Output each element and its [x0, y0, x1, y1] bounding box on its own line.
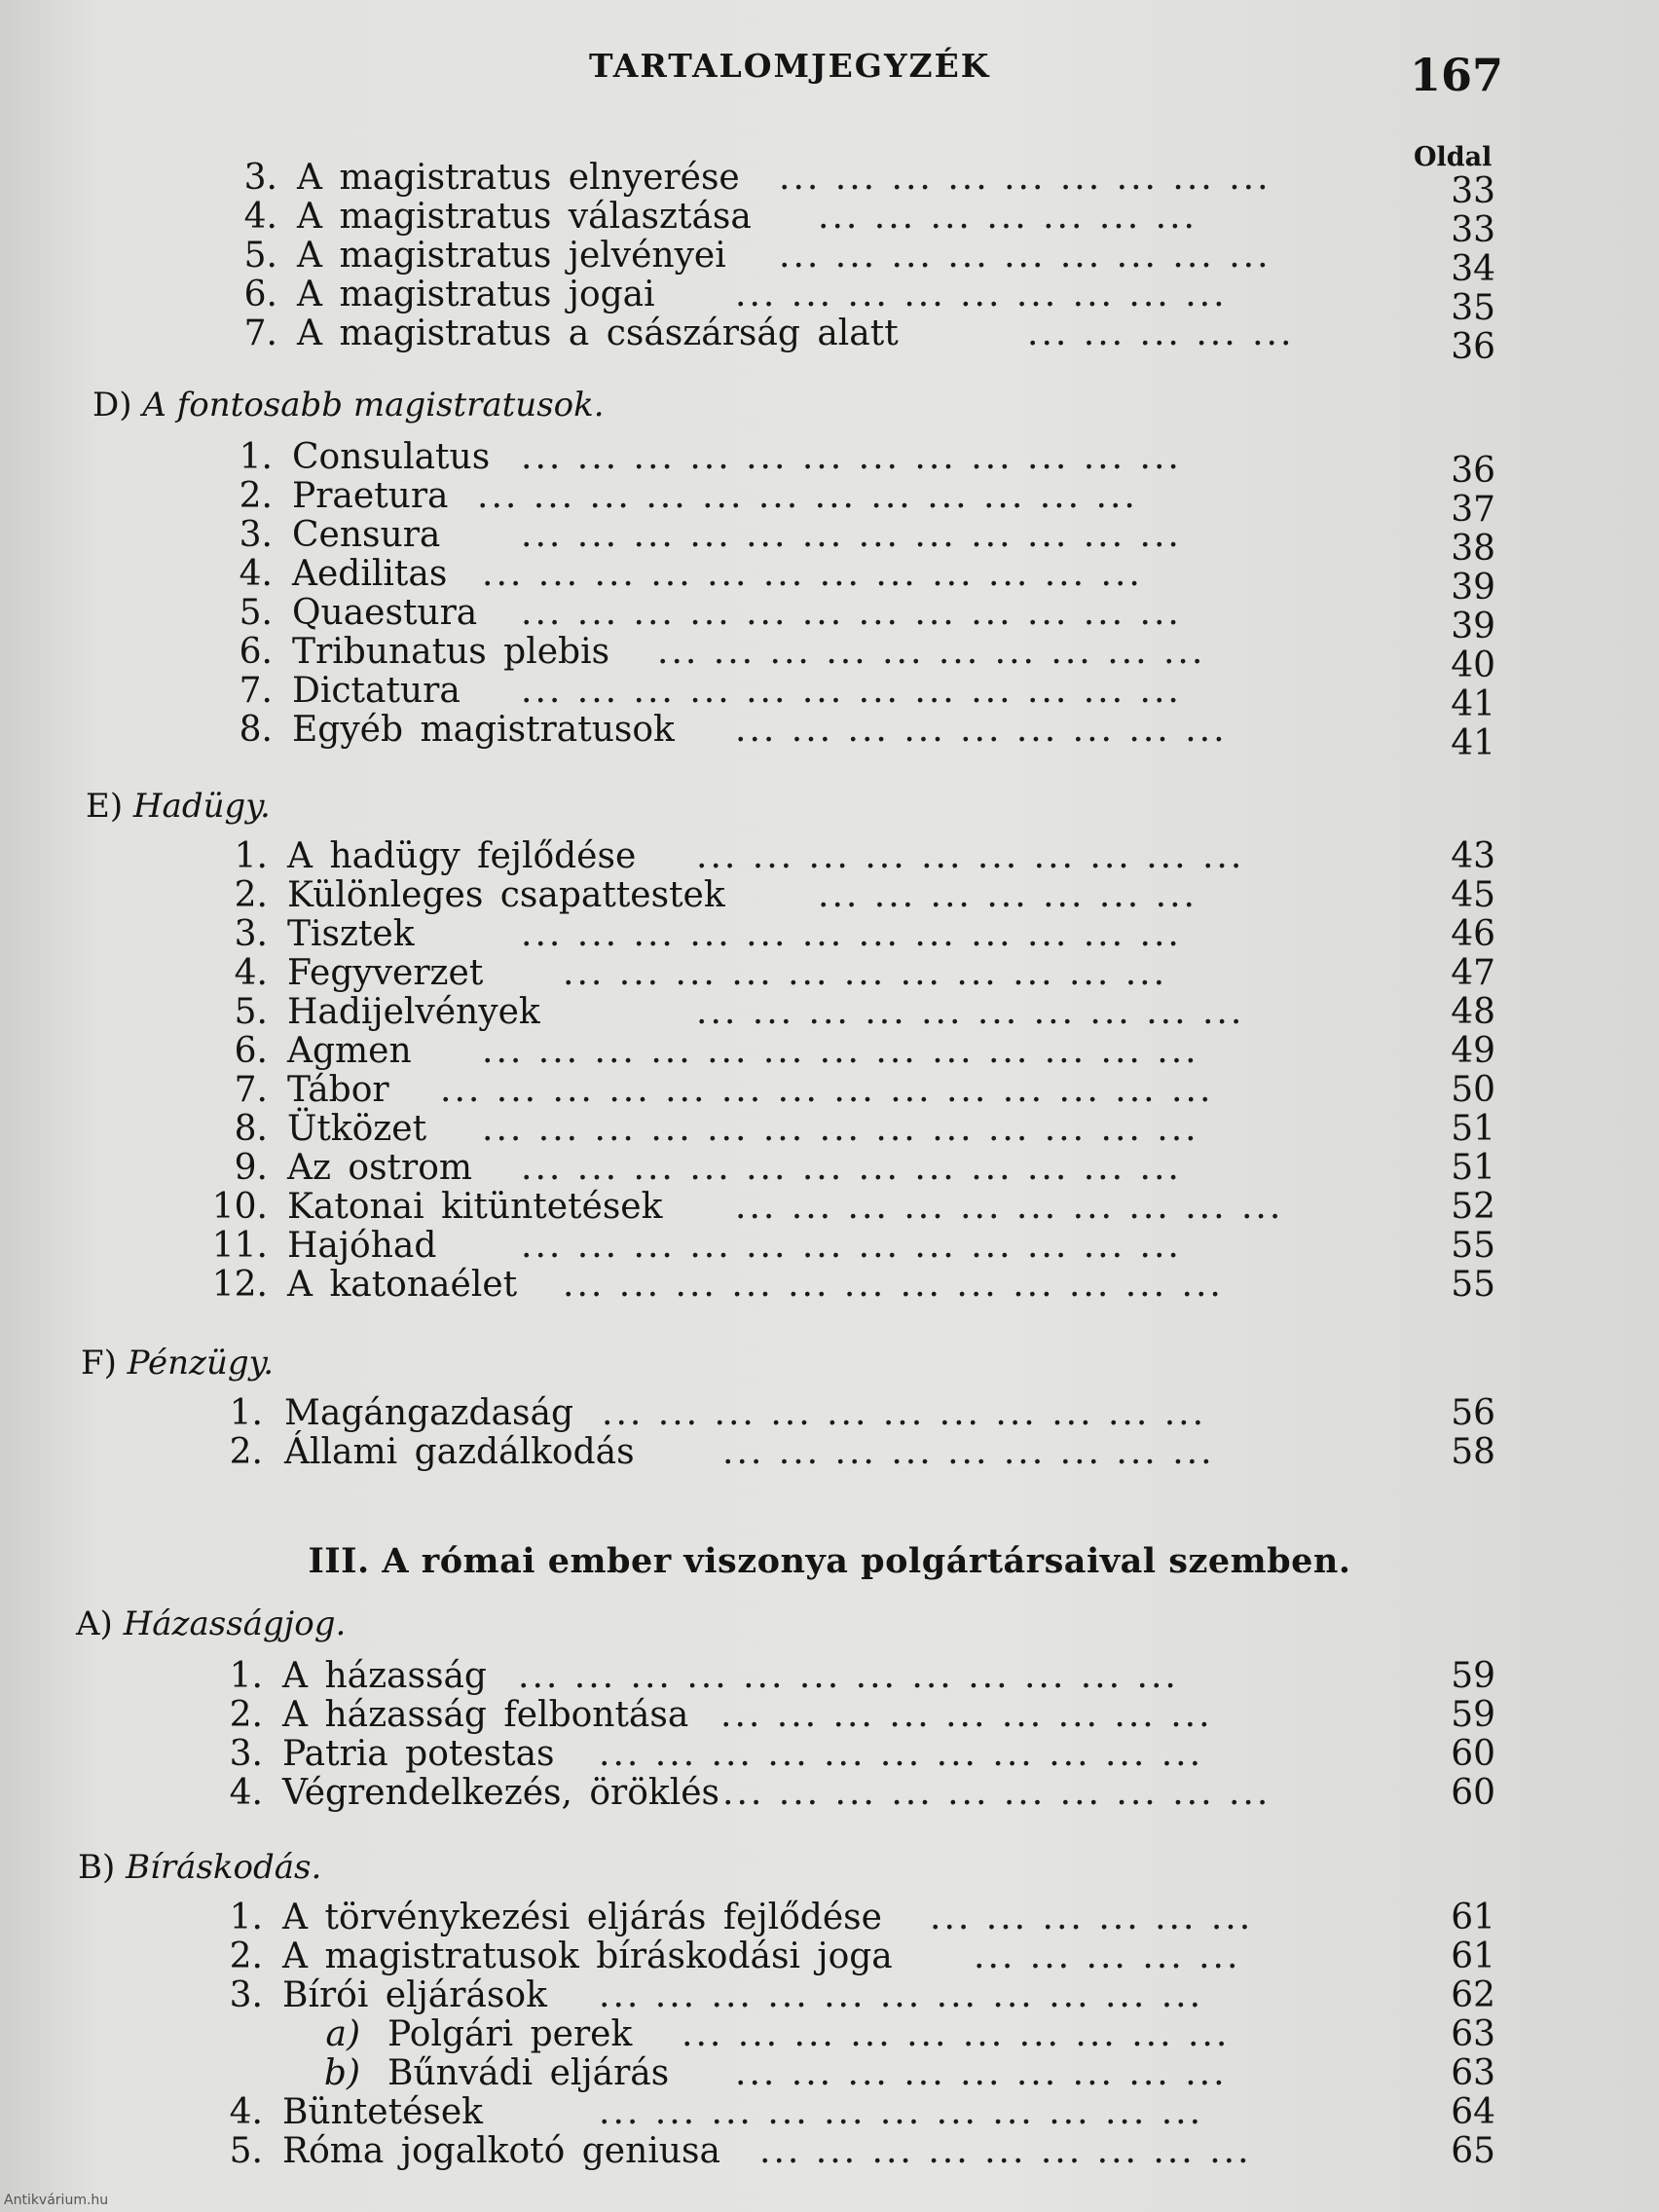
- entry-page: 45: [1451, 875, 1495, 915]
- entry-number: 1.: [239, 437, 273, 477]
- toc-entry: [0, 593, 1659, 646]
- dot-leader: ... ... ... ... ... ... ... ... ... ...: [682, 2015, 1231, 2054]
- dot-leader: ... ... ... ... ... ...: [930, 1899, 1254, 1937]
- entry-page: 51: [1451, 1109, 1495, 1149]
- running-title: TARTALOMJEGYZÉK: [589, 47, 991, 85]
- dot-leader: ... ... ... ... ... ... ... ... ... ... ...: [563, 954, 1168, 993]
- entry-number: 7.: [239, 671, 273, 711]
- dot-leader: ... ... ... ... ... ... ... ... ... ... ... ... ...: [482, 1110, 1199, 1149]
- toc-entry: [0, 437, 1659, 491]
- entry-page: 55: [1451, 1265, 1495, 1305]
- entry-page: 65: [1451, 2131, 1495, 2171]
- entry-page: 33: [1451, 171, 1495, 211]
- entry-title: Tábor: [287, 1070, 389, 1110]
- toc-entry: [0, 1899, 1659, 1937]
- entry-page: 58: [1451, 1432, 1495, 1472]
- entry-number: 4.: [239, 554, 273, 594]
- entry-page: 59: [1451, 1695, 1495, 1735]
- entry-page: 39: [1451, 607, 1495, 646]
- entry-title: A magistratus választása: [297, 197, 752, 237]
- toc-entry: [0, 158, 1659, 211]
- page-number: 167: [1410, 49, 1504, 101]
- entry-title: Katonai kitüntetések: [287, 1187, 663, 1227]
- entry-title: Végrendelkezés, öröklés: [282, 1773, 720, 1813]
- entry-number: 2.: [239, 476, 273, 516]
- toc-entry: [0, 476, 1659, 530]
- entry-number: 8.: [234, 1109, 268, 1149]
- dot-leader: ... ... ... ... ... ... ... ... ... ... ...: [599, 1735, 1204, 1774]
- entry-title: Különleges csapattestek: [287, 875, 725, 915]
- toc-entry: [0, 876, 1659, 915]
- toc-entry: [0, 2093, 1659, 2132]
- toc-entry: [0, 197, 1659, 250]
- entry-title: A házasság felbontása: [282, 1695, 689, 1735]
- entry-page: 34: [1451, 249, 1495, 289]
- entry-number: 3.: [234, 914, 268, 954]
- toc-entry: [0, 1394, 1659, 1433]
- section-letter: F): [81, 1344, 117, 1382]
- toc-entry: [0, 1937, 1659, 1976]
- entry-number: 1.: [229, 1898, 263, 1937]
- dot-leader: ... ... ... ... ... ... ... ... ...: [720, 1696, 1213, 1735]
- dot-leader: ... ... ... ... ... ... ... ... ... ... ... ...: [482, 555, 1143, 594]
- entry-number: 3.: [243, 158, 277, 198]
- entry-number: 2.: [229, 1936, 263, 1976]
- entry-number: 6.: [243, 275, 277, 314]
- section-title: Pénzügy.: [127, 1344, 275, 1382]
- dot-leader: ... ... ... ... ... ... ... ... ... ... ... ... ...: [482, 1032, 1199, 1071]
- dot-leader: ... ... ... ... ... ... ... ... ... ... ... ...: [521, 438, 1182, 477]
- dot-leader: ... ... ... ... ... ... ... ... ...: [779, 237, 1272, 276]
- entry-number: 3.: [229, 1975, 263, 2015]
- entry-page: 55: [1451, 1226, 1495, 1266]
- entry-title: Büntetések: [282, 2092, 483, 2132]
- entry-title: Róma jogalkotó geniusa: [282, 2131, 720, 2171]
- dot-leader: ... ... ... ... ... ... ... ... ...: [759, 2132, 1252, 2171]
- entry-number: 7.: [243, 313, 277, 353]
- entry-title: A magistratus a császárság alatt: [297, 313, 899, 353]
- toc-entry: [0, 710, 1659, 763]
- entry-number: 7.: [234, 1070, 268, 1110]
- entry-title: Dictatura: [292, 671, 461, 711]
- entry-title: Állami gazdálkodás: [284, 1432, 635, 1472]
- entry-title: Censura: [292, 515, 441, 555]
- entry-page: 61: [1451, 1936, 1495, 1976]
- entry-number: 8.: [239, 710, 273, 750]
- dot-leader: ... ... ... ... ... ... ... ... ...: [722, 1433, 1215, 1472]
- dot-leader: ... ... ... ... ... ... ... ... ... ... ... ...: [521, 594, 1182, 633]
- dot-leader: ... ... ... ... ... ... ...: [818, 198, 1198, 237]
- toc-entry: [0, 1976, 1659, 2015]
- toc-entry: [0, 1071, 1659, 1110]
- entry-page: 36: [1451, 451, 1495, 491]
- entry-page: 36: [1451, 327, 1495, 367]
- dot-leader: ... ... ... ... ... ... ... ... ... ... ...: [599, 2093, 1204, 2132]
- toc-entry: [0, 671, 1659, 724]
- entry-number: 1.: [229, 1656, 263, 1696]
- entry-page: 60: [1451, 1773, 1495, 1813]
- dot-leader: ... ... ... ... ...: [974, 1937, 1241, 1976]
- dot-leader: ... ... ... ... ... ... ...: [818, 876, 1198, 915]
- entry-title: Patria potestas: [282, 1734, 555, 1774]
- entry-number: 4.: [229, 2092, 263, 2132]
- entry-number: 2.: [234, 875, 268, 915]
- dot-leader: ... ... ... ... ... ... ... ... ... ... ... ... ... ...: [440, 1071, 1214, 1110]
- entry-page: 63: [1451, 2014, 1495, 2054]
- entry-page: 59: [1451, 1656, 1495, 1696]
- entry-title: A házasság: [282, 1656, 487, 1696]
- dot-leader: ... ... ... ... ... ... ... ... ... ... ... ...: [521, 672, 1182, 711]
- dot-leader: ... ... ... ... ... ... ... ... ... ... ... ...: [477, 477, 1138, 516]
- entry-title: Agmen: [287, 1031, 412, 1071]
- toc-entry: [0, 632, 1659, 685]
- entry-number: 6.: [239, 632, 273, 672]
- entry-number: 3.: [229, 1734, 263, 1774]
- section-title: Házasságjog.: [123, 1604, 347, 1643]
- toc-entry: [0, 236, 1659, 289]
- section-letter: B): [78, 1848, 116, 1887]
- entry-page: 62: [1451, 1975, 1495, 2015]
- entry-title: Fegyverzet: [287, 953, 484, 993]
- entry-title: Bírói eljárások: [282, 1975, 547, 2015]
- entry-page: 56: [1451, 1393, 1495, 1433]
- entry-page: 64: [1451, 2092, 1495, 2132]
- entry-number: 4.: [234, 953, 268, 993]
- section-letter: E): [86, 787, 124, 826]
- entry-page: 49: [1451, 1031, 1495, 1071]
- entry-page: 51: [1451, 1148, 1495, 1188]
- entry-title: Praetura: [292, 476, 449, 516]
- dot-leader: ... ... ... ... ... ... ... ... ...: [779, 159, 1272, 198]
- dot-leader: ... ... ... ... ... ... ... ... ...: [735, 276, 1228, 314]
- entry-number: 4.: [243, 197, 277, 237]
- toc-entry: [0, 1110, 1659, 1149]
- entry-number: 5.: [234, 992, 268, 1032]
- toc-entry: [0, 993, 1659, 1032]
- toc-subentry: [0, 2054, 1659, 2093]
- entry-number: 9.: [234, 1148, 268, 1188]
- entry-number: 4.: [229, 1773, 263, 1813]
- entry-title: A magistratus elnyerése: [297, 158, 740, 198]
- entry-number: 2.: [229, 1695, 263, 1735]
- entry-title: Tribunatus plebis: [292, 632, 610, 672]
- toc-entry: [0, 515, 1659, 569]
- entry-page: 43: [1451, 836, 1495, 876]
- entry-label: b): [323, 2053, 360, 2093]
- entry-number: 10.: [211, 1187, 268, 1227]
- toc-entry: [0, 954, 1659, 993]
- entry-title: Egyéb magistratusok: [292, 710, 675, 750]
- entry-page: 48: [1451, 992, 1495, 1032]
- entry-page: 47: [1451, 953, 1495, 993]
- entry-title: Aedilitas: [292, 554, 448, 594]
- entry-title: Polgári perek: [387, 2014, 633, 2054]
- toc-entry: [0, 1266, 1659, 1305]
- toc-entry: [0, 554, 1659, 608]
- entry-page: 37: [1451, 490, 1495, 530]
- toc-entry: [0, 2132, 1659, 2171]
- toc-subentry: [0, 2015, 1659, 2054]
- entry-title: Bűnvádi eljárás: [387, 2053, 670, 2093]
- dot-leader: ... ... ... ... ... ... ... ... ... ...: [696, 837, 1245, 876]
- dot-leader: ... ... ... ... ... ... ... ... ... ...: [696, 993, 1245, 1032]
- toc-entry: [0, 1227, 1659, 1266]
- entry-page: 41: [1451, 684, 1495, 724]
- entry-title: Ütközet: [287, 1109, 427, 1149]
- entry-page: 60: [1451, 1734, 1495, 1774]
- page-column-label: Oldal: [1414, 142, 1493, 172]
- entry-label: a): [325, 2014, 360, 2054]
- section-heading-d: [92, 386, 605, 424]
- entry-number: 1.: [234, 836, 268, 876]
- dot-leader: ... ... ... ... ... ... ... ... ... ... ... ...: [521, 915, 1182, 954]
- dot-leader: ... ... ... ... ... ... ... ... ... ... ... ...: [521, 1149, 1182, 1188]
- entry-page: 46: [1451, 914, 1495, 954]
- entry-title: Az ostrom: [287, 1148, 473, 1188]
- entry-page: 35: [1451, 288, 1495, 328]
- entry-number: 6.: [234, 1031, 268, 1071]
- entry-title: Hajóhad: [287, 1226, 437, 1266]
- dot-leader: ... ... ... ... ... ... ... ... ... ...: [735, 1188, 1284, 1227]
- entry-title: A katonaélet: [287, 1265, 518, 1305]
- section-title: Hadügy.: [132, 787, 271, 826]
- entry-title: Tisztek: [287, 914, 415, 954]
- entry-number: 5.: [239, 593, 273, 633]
- dot-leader: ... ... ... ... ... ... ... ... ...: [735, 711, 1228, 750]
- part-title: III. A római ember viszonya polgártársaival szemben.: [308, 1541, 1351, 1581]
- toc-entry: [0, 1774, 1659, 1813]
- entry-number: 5.: [229, 2131, 263, 2171]
- section-letter: A): [76, 1604, 113, 1643]
- entry-title: A magistratus jogai: [297, 275, 655, 314]
- section-title: Bíráskodás.: [126, 1848, 322, 1887]
- toc-entry: [0, 1149, 1659, 1188]
- entry-page: 41: [1451, 723, 1495, 763]
- entry-title: Magángazdaság: [284, 1393, 573, 1433]
- entry-title: Hadijelvények: [287, 992, 540, 1032]
- section-title: A fontosabb magistratusok.: [142, 386, 605, 424]
- entry-title: Quaestura: [292, 593, 478, 633]
- entry-number: 2.: [229, 1432, 263, 1472]
- toc-entry: [0, 1735, 1659, 1774]
- section-heading-a: [76, 1604, 346, 1643]
- entry-page: 61: [1451, 1898, 1495, 1937]
- entry-title: A törvénykezési eljárás fejlődése: [282, 1898, 882, 1937]
- entry-number: 12.: [211, 1265, 268, 1305]
- entry-title: Consulatus: [292, 437, 491, 477]
- entry-number: 5.: [243, 236, 277, 276]
- dot-leader: ... ... ... ... ... ... ... ... ... ... ... ...: [521, 516, 1182, 555]
- entry-page: 38: [1451, 529, 1495, 569]
- toc-entry: [0, 837, 1659, 876]
- dot-leader: ... ... ... ... ... ... ... ... ... ... ... ...: [563, 1266, 1224, 1305]
- section-heading-e: [86, 787, 271, 826]
- section-heading-b: [78, 1848, 321, 1887]
- entry-page: 52: [1451, 1187, 1495, 1227]
- toc-entry: [0, 1188, 1659, 1227]
- toc-entry: [0, 1032, 1659, 1071]
- dot-leader: ... ... ... ... ... ... ... ... ... ...: [722, 1774, 1272, 1813]
- dot-leader: ... ... ... ... ... ... ... ... ...: [735, 2054, 1228, 2093]
- entry-page: 39: [1451, 568, 1495, 608]
- section-heading-f: [81, 1344, 274, 1382]
- section-letter: D): [92, 386, 132, 424]
- dot-leader: ... ... ... ... ... ... ... ... ... ... ... ...: [518, 1657, 1179, 1696]
- entry-page: 50: [1451, 1070, 1495, 1110]
- dot-leader: ... ... ... ... ... ... ... ... ... ... ... ...: [521, 1227, 1182, 1266]
- toc-entry: [0, 1696, 1659, 1735]
- entry-number: 3.: [239, 515, 273, 555]
- dot-leader: ... ... ... ... ... ... ... ... ... ...: [657, 633, 1206, 672]
- entry-title: A magistratus jelvényei: [297, 236, 726, 276]
- entry-page: 33: [1451, 210, 1495, 250]
- toc-entry: [0, 1433, 1659, 1472]
- toc-entry: [0, 915, 1659, 954]
- dot-leader: ... ... ... ... ...: [1027, 314, 1295, 353]
- watermark: Antikvárium.hu: [4, 2193, 109, 2208]
- entry-page: 40: [1451, 645, 1495, 685]
- entry-page: 63: [1451, 2053, 1495, 2093]
- entry-title: A hadügy fejlődése: [287, 836, 637, 876]
- entry-title: A magistratusok bíráskodási joga: [282, 1936, 893, 1976]
- entry-number: 1.: [229, 1393, 263, 1433]
- toc-entry: [0, 1657, 1659, 1696]
- toc-entry: [0, 313, 1659, 367]
- dot-leader: ... ... ... ... ... ... ... ... ... ... ...: [599, 1976, 1204, 2015]
- dot-leader: ... ... ... ... ... ... ... ... ... ... ...: [602, 1394, 1207, 1433]
- toc-entry: [0, 275, 1659, 328]
- entry-number: 11.: [211, 1226, 268, 1266]
